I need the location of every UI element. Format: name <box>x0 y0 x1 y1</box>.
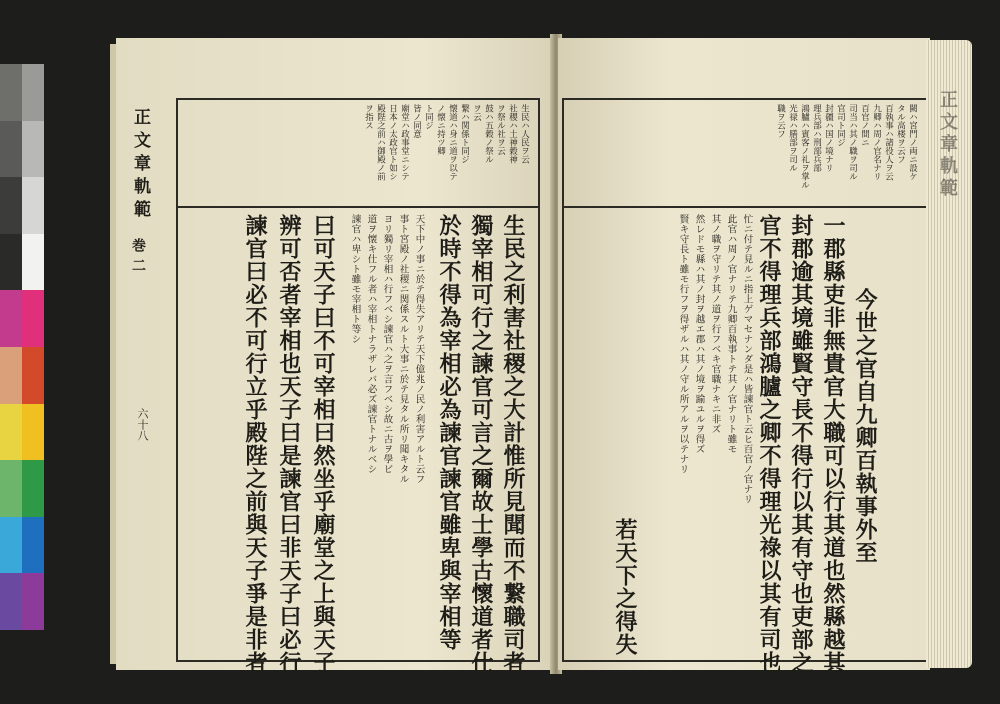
margin-book-title: 正文章軌範 <box>130 108 150 223</box>
text-column: 於時不得為宰相必為諫官諫官雖卑與宰相等 <box>436 214 462 651</box>
text-column: 賢キ守長ト雖モ行フヲ得ザルハ其ノ守ル所アルヲ以テナリ <box>677 214 689 474</box>
header-note: 殿陛之前ハ御殿ノ前 <box>375 104 386 181</box>
header-note: ヲ祭ル社ヲ云 <box>495 104 506 155</box>
text-column: 辨可否者宰相也天子曰是諫官曰非天子曰必行 <box>276 214 302 674</box>
header-note: 九卿ハ周ノ官名ナリ <box>871 104 882 181</box>
color-swatch <box>22 404 44 461</box>
color-swatch <box>0 517 22 574</box>
header-note: 職ヲ云フ <box>775 104 786 138</box>
text-column: 其ノ職ヲ守リテ其ノ道ヲ行フベキ官職ナキニ非ズ <box>709 214 721 434</box>
text-column: 曰可天子曰不可宰相曰然坐乎廟堂之上與天子 <box>310 214 336 674</box>
right-note-divider <box>562 206 926 208</box>
margin-volume: 巻二 <box>130 238 146 278</box>
text-column: 今世之官自九卿百執事外至 <box>852 288 878 564</box>
header-note: ヲ指ス <box>363 104 374 130</box>
text-column: 若天下之得失 <box>612 518 638 656</box>
color-swatch <box>0 177 22 234</box>
header-note: 司当ハ其ノ職ヲ司ル <box>847 104 858 181</box>
text-column: 生民之利害社稷之大計惟所見聞而不繋職司者 <box>500 214 526 674</box>
swatch-row <box>0 290 44 347</box>
header-note: 日本ノ太政官ト如シ <box>387 104 398 181</box>
color-swatch <box>0 290 22 347</box>
header-note: 皆ノ同意 <box>411 104 422 138</box>
swatch-row <box>0 573 44 630</box>
fore-edge <box>926 40 972 668</box>
header-note: 理兵部ハ刑部兵部 <box>811 104 822 172</box>
color-swatch <box>0 404 22 461</box>
color-swatch <box>22 177 44 234</box>
right-page <box>558 38 930 674</box>
text-column: 天下中ノ事ニ於テ得失アリテ天下億兆ノ民ノ利害アルト云フ <box>413 214 425 484</box>
swatch-row <box>0 517 44 574</box>
text-column: 一郡縣吏非無貴官大職可以行其道也然縣越其 <box>820 214 846 674</box>
header-note: 廟堂ハ政事堂ニシテ <box>399 104 410 181</box>
header-note: 生民ハ人民ヲ云 <box>519 104 530 164</box>
color-swatch <box>22 573 44 630</box>
text-column: 此官ハ周ノ官ナリテ九卿百執事トテ其ノ官ナリト雖モ <box>725 214 737 454</box>
header-note: ト同ジ <box>423 104 434 130</box>
swatch-row <box>0 121 44 178</box>
text-column: 封郡逾其境雖賢守長不得行以其有守也吏部之 <box>788 214 814 674</box>
color-swatch <box>0 121 22 178</box>
left-page <box>116 38 556 674</box>
header-note: 官司ト同ジ <box>835 104 846 147</box>
swatch-row <box>0 404 44 461</box>
color-swatch <box>0 573 22 630</box>
header-note: 封疆ハ国ノ境ナリ <box>823 104 834 172</box>
text-column: ヨリ獨リ宰相ハ行フベシ諫官ハ之ヲ言フベシ故ニ古ヲ學ビ <box>381 214 393 474</box>
text-column: 獨宰相可行之諫官可言之爾故士學古懷道者仕 <box>468 214 494 674</box>
color-swatch <box>22 517 44 574</box>
color-swatch <box>22 64 44 121</box>
header-note: 社稷ハ土神穀神 <box>507 104 518 164</box>
color-swatch <box>0 347 22 404</box>
header-note: 光禄ハ膳部ヲ司ル <box>787 104 798 172</box>
header-note: 繋ハ関係ト同ジ <box>459 104 470 164</box>
color-swatch <box>22 460 44 517</box>
left-note-divider <box>176 206 538 208</box>
header-note: 懐道ハ身ニ道ヲ以テ <box>447 104 458 181</box>
swatch-row <box>0 234 44 291</box>
open-book <box>60 34 976 674</box>
folio-number: 六十八 <box>136 408 149 441</box>
swatch-row <box>0 460 44 517</box>
header-note: タル高楼ヲ云フ <box>895 104 906 164</box>
color-swatch <box>0 64 22 121</box>
header-note: ヲ云 <box>471 104 482 121</box>
text-column: 諫官曰必不可行立乎殿陛之前與天子爭是非者 <box>242 214 268 674</box>
header-note: 百官ノ間ニ <box>859 104 870 147</box>
color-swatch <box>0 234 22 291</box>
header-note: 鼓ハ五穀ノ祭ル <box>483 104 494 164</box>
header-note: 鴻臚ハ賓客ノ礼ヲ掌ル <box>799 104 810 189</box>
bleed-through-title: 正文章軌範 <box>937 90 958 200</box>
color-swatch <box>22 347 44 404</box>
color-swatch <box>22 121 44 178</box>
color-swatch <box>22 234 44 291</box>
header-note: 百執事ハ諸役人ヲ云 <box>883 104 894 181</box>
text-column: 道ヲ懐キ仕フル者ハ宰相トナラザレバ必ズ諫官トナルベシ <box>365 214 377 474</box>
swatch-row <box>0 347 44 404</box>
text-column: 諫官ハ卑シト雖モ宰相ト等シ <box>349 214 361 344</box>
text-column: 官不得理兵部鴻臚之卿不得理光祿以其有司也 <box>756 214 782 674</box>
text-column: 然レドモ縣ハ其ノ封ヲ越エ郡ハ其ノ境ヲ踰ユルヲ得ズ <box>693 214 705 454</box>
header-note: 闕ハ宮門ノ両ニ設ケ <box>907 104 918 181</box>
swatch-row <box>0 177 44 234</box>
header-note: ノ懐ニ持ツ卿 <box>435 104 446 155</box>
text-column: 忙ニ付テ見ルニ指上ゲマセナンダ是ハ皆諫官ト云ヒ百官ノ官ナリ <box>741 214 753 504</box>
color-swatch <box>22 290 44 347</box>
color-swatch <box>0 460 22 517</box>
swatch-row <box>0 64 44 121</box>
color-calibration-strip <box>0 64 44 630</box>
text-column: 事ト宮殿ノ社稷ニ関係スルト大事ニ於テ見タル所リ聞キタル <box>397 214 409 484</box>
